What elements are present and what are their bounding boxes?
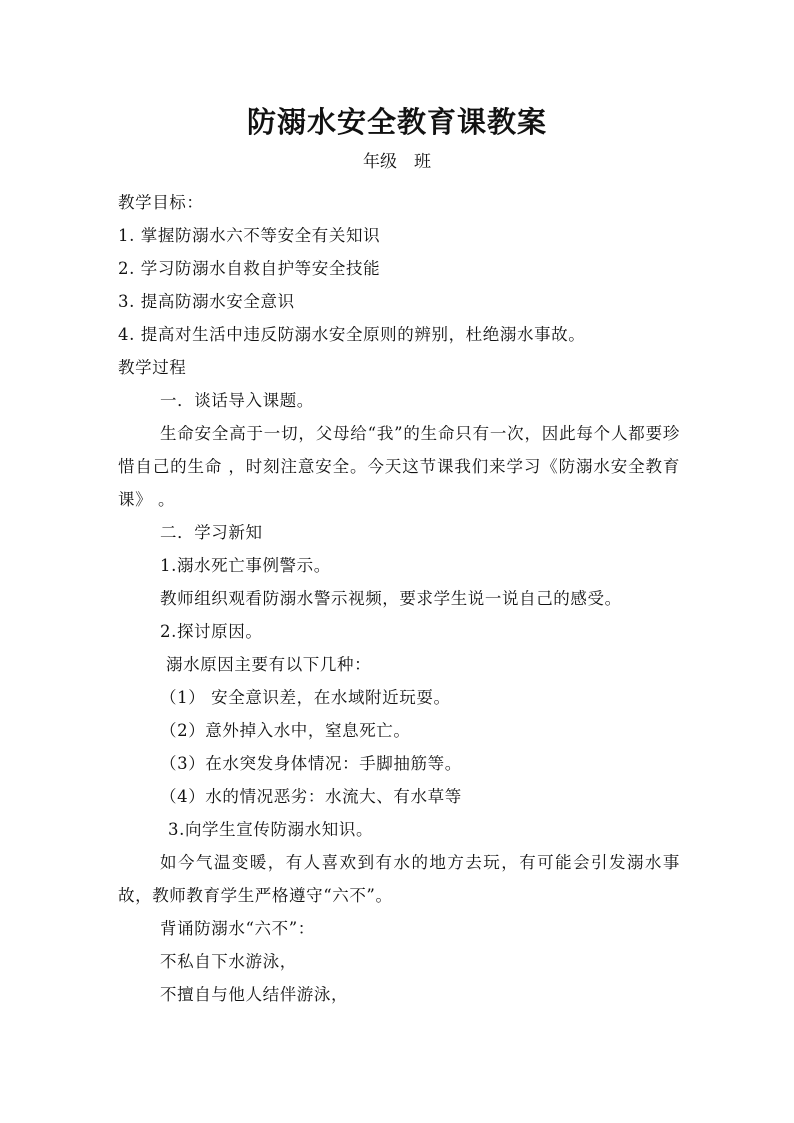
cause-item: （4）水的情况恶劣：水流大、有水草等 <box>160 787 462 806</box>
objective-item: 3. 提高防溺水安全意识 <box>118 292 295 311</box>
document-title: 防溺水安全教育课教案 <box>246 105 547 139</box>
paragraph-line: 背诵防溺水“六不”： <box>160 919 315 938</box>
document-body <box>118 186 680 1011</box>
rule-item: 不私自下水游泳， <box>160 952 297 971</box>
paragraph: 如今气温变暖，有人喜欢到有水的地方去玩，有可能会引发溺水事故，教师教育学生严格遵守“六不”。 <box>118 853 680 905</box>
objective-item: 1. 掌握防溺水六不等安全有关知识 <box>118 226 381 245</box>
sub-step: 2.探讨原因。 <box>160 622 263 641</box>
paragraph-line: 溺水原因主要有以下几种： <box>166 655 372 674</box>
cause-item: （3）在水突发身体情况：手脚抽筋等。 <box>160 754 462 773</box>
section-heading-process: 教学过程 <box>118 358 187 377</box>
grade-class-line: 年级 班 <box>363 152 431 172</box>
cause-item: （2）意外掉入水中，窒息死亡。 <box>160 721 411 740</box>
step-heading: 一．谈话导入课题。 <box>160 391 314 410</box>
section-heading-objectives: 教学目标： <box>118 193 204 212</box>
step-heading: 二．学习新知 <box>160 523 263 542</box>
rule-item: 不擅自与他人结伴游泳， <box>160 985 349 1004</box>
sub-step: 1.溺水死亡事例警示。 <box>160 556 331 575</box>
objective-item: 2. 学习防溺水自救自护等安全技能 <box>118 259 381 278</box>
paragraph: 生命安全高于一切，父母给“我”的生命只有一次，因此每个人都要珍惜自己的生命 ，时刻注意安全。今天这节课我们来学习《防溺水安全教育课》 。 <box>118 424 680 509</box>
sub-step: 3.向学生宣传防溺水知识。 <box>168 820 374 839</box>
objective-item: 4. 提高对生活中违反防溺水安全原则的辨别，杜绝溺水事故。 <box>118 325 586 344</box>
cause-item: （1） 安全意识差，在水域附近玩耍。 <box>160 688 451 707</box>
paragraph-line: 教师组织观看防溺水警示视频，要求学生说一说自己的感受。 <box>160 589 622 608</box>
